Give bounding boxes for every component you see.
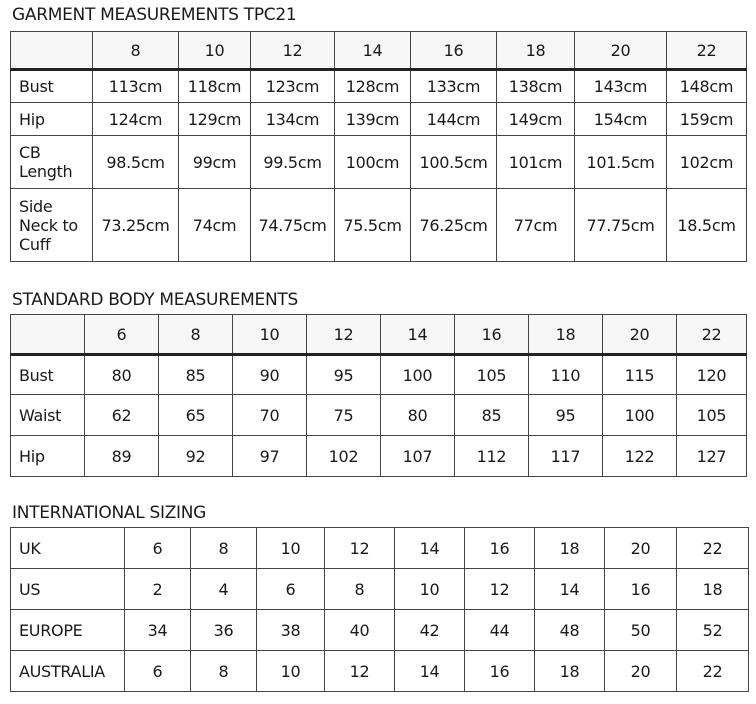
size-cell: 8 [191, 528, 257, 569]
size-cell: 18 [677, 569, 749, 610]
size-cell: 12 [325, 651, 395, 692]
size-cell: 12 [325, 528, 395, 569]
measurement-cell: 144cm [411, 103, 497, 136]
row-label: Bust [11, 70, 93, 103]
international-row-australia [11, 651, 749, 692]
garment-measurements-table [10, 31, 747, 262]
size-header-cell: 20 [575, 32, 667, 70]
body-row-waist [11, 395, 747, 436]
row-label: US [11, 569, 125, 610]
measurement-cell: 77cm [497, 189, 575, 262]
measurement-cell: 149cm [497, 103, 575, 136]
size-cell: 40 [325, 610, 395, 651]
measurement-cell: 154cm [575, 103, 667, 136]
measurement-cell: 105 [677, 395, 747, 436]
measurement-cell: 127 [677, 436, 747, 477]
international-sizing-title: INTERNATIONAL SIZING [12, 503, 207, 523]
size-cell: 38 [257, 610, 325, 651]
row-label: AUSTRALIA [11, 651, 125, 692]
row-label: Hip [11, 103, 93, 136]
measurement-cell: 115 [603, 355, 677, 395]
measurement-cell: 112 [455, 436, 529, 477]
measurement-cell: 105 [455, 355, 529, 395]
garment-size-header-row [11, 32, 747, 70]
measurement-cell: 102cm [667, 136, 747, 189]
size-header-cell: 18 [529, 315, 603, 355]
measurement-cell: 95 [307, 355, 381, 395]
row-label: Hip [11, 436, 85, 477]
size-cell: 42 [395, 610, 465, 651]
size-cell: 8 [325, 569, 395, 610]
size-header-cell: 8 [159, 315, 233, 355]
garment-row-side-neck-to-cuff [11, 189, 747, 262]
measurement-cell: 143cm [575, 70, 667, 103]
size-header-cell: 10 [233, 315, 307, 355]
row-label: CB Length [11, 136, 93, 189]
size-cell: 16 [465, 528, 535, 569]
measurement-cell: 100cm [335, 136, 411, 189]
size-cell: 52 [677, 610, 749, 651]
measurement-cell: 65 [159, 395, 233, 436]
measurement-cell: 101.5cm [575, 136, 667, 189]
measurement-cell: 123cm [251, 70, 335, 103]
measurement-cell: 18.5cm [667, 189, 747, 262]
row-label: Bust [11, 355, 85, 395]
header-corner-cell [11, 32, 93, 70]
measurement-cell: 138cm [497, 70, 575, 103]
measurement-cell: 100.5cm [411, 136, 497, 189]
measurement-cell: 134cm [251, 103, 335, 136]
measurement-cell: 99cm [179, 136, 251, 189]
garment-row-cb-length [11, 136, 747, 189]
measurement-cell: 128cm [335, 70, 411, 103]
garment-row-hip [11, 103, 747, 136]
measurement-cell: 101cm [497, 136, 575, 189]
size-header-cell: 8 [93, 32, 179, 70]
measurement-cell: 97 [233, 436, 307, 477]
size-cell: 10 [395, 569, 465, 610]
body-row-hip [11, 436, 747, 477]
measurement-cell: 80 [381, 395, 455, 436]
measurement-cell: 90 [233, 355, 307, 395]
measurement-cell: 73.25cm [93, 189, 179, 262]
measurement-cell: 80 [85, 355, 159, 395]
row-label: UK [11, 528, 125, 569]
international-sizing-table [10, 527, 749, 692]
size-header-cell: 10 [179, 32, 251, 70]
size-cell: 14 [395, 528, 465, 569]
size-header-cell: 18 [497, 32, 575, 70]
measurement-cell: 117 [529, 436, 603, 477]
size-header-cell: 16 [411, 32, 497, 70]
size-cell: 50 [605, 610, 677, 651]
size-cell: 10 [257, 651, 325, 692]
size-cell: 6 [125, 651, 191, 692]
measurement-cell: 107 [381, 436, 455, 477]
body-measurements-table [10, 314, 747, 477]
size-cell: 20 [605, 651, 677, 692]
measurement-cell: 95 [529, 395, 603, 436]
body-size-header-row [11, 315, 747, 355]
international-row-us [11, 569, 749, 610]
row-label: Side Neck to Cuff [11, 189, 93, 262]
measurement-cell: 120 [677, 355, 747, 395]
size-cell: 14 [535, 569, 605, 610]
size-cell: 16 [465, 651, 535, 692]
measurement-cell: 100 [603, 395, 677, 436]
header-corner-cell [11, 315, 85, 355]
size-header-cell: 16 [455, 315, 529, 355]
measurement-cell: 124cm [93, 103, 179, 136]
size-header-cell: 14 [381, 315, 455, 355]
size-cell: 22 [677, 651, 749, 692]
size-cell: 44 [465, 610, 535, 651]
size-header-cell: 22 [667, 32, 747, 70]
measurement-cell: 102 [307, 436, 381, 477]
size-cell: 2 [125, 569, 191, 610]
size-cell: 8 [191, 651, 257, 692]
measurement-cell: 77.75cm [575, 189, 667, 262]
measurement-cell: 118cm [179, 70, 251, 103]
row-label: EUROPE [11, 610, 125, 651]
size-header-cell: 14 [335, 32, 411, 70]
size-cell: 18 [535, 651, 605, 692]
measurement-cell: 89 [85, 436, 159, 477]
measurement-cell: 62 [85, 395, 159, 436]
measurement-cell: 148cm [667, 70, 747, 103]
measurement-cell: 100 [381, 355, 455, 395]
measurement-cell: 75 [307, 395, 381, 436]
measurement-cell: 113cm [93, 70, 179, 103]
size-header-cell: 22 [677, 315, 747, 355]
measurement-cell: 85 [455, 395, 529, 436]
size-header-cell: 12 [251, 32, 335, 70]
measurement-cell: 85 [159, 355, 233, 395]
size-header-cell: 6 [85, 315, 159, 355]
size-cell: 4 [191, 569, 257, 610]
measurement-cell: 122 [603, 436, 677, 477]
international-row-europe [11, 610, 749, 651]
measurement-cell: 98.5cm [93, 136, 179, 189]
measurement-cell: 129cm [179, 103, 251, 136]
size-cell: 6 [257, 569, 325, 610]
size-header-cell: 12 [307, 315, 381, 355]
body-measurements-title: STANDARD BODY MEASUREMENTS [12, 290, 298, 310]
measurement-cell: 70 [233, 395, 307, 436]
measurement-cell: 74.75cm [251, 189, 335, 262]
size-cell: 18 [535, 528, 605, 569]
size-cell: 10 [257, 528, 325, 569]
size-cell: 16 [605, 569, 677, 610]
measurement-cell: 75.5cm [335, 189, 411, 262]
garment-row-bust [11, 70, 747, 103]
size-cell: 6 [125, 528, 191, 569]
measurement-cell: 92 [159, 436, 233, 477]
size-cell: 36 [191, 610, 257, 651]
size-cell: 12 [465, 569, 535, 610]
row-label: Waist [11, 395, 85, 436]
measurement-cell: 74cm [179, 189, 251, 262]
body-row-bust [11, 355, 747, 395]
size-cell: 22 [677, 528, 749, 569]
size-cell: 14 [395, 651, 465, 692]
size-cell: 34 [125, 610, 191, 651]
international-row-uk [11, 528, 749, 569]
measurement-cell: 159cm [667, 103, 747, 136]
size-cell: 20 [605, 528, 677, 569]
garment-measurements-title: GARMENT MEASUREMENTS TPC21 [12, 5, 297, 25]
measurement-cell: 133cm [411, 70, 497, 103]
measurement-cell: 76.25cm [411, 189, 497, 262]
size-header-cell: 20 [603, 315, 677, 355]
measurement-cell: 139cm [335, 103, 411, 136]
measurement-cell: 99.5cm [251, 136, 335, 189]
measurement-cell: 110 [529, 355, 603, 395]
size-cell: 48 [535, 610, 605, 651]
